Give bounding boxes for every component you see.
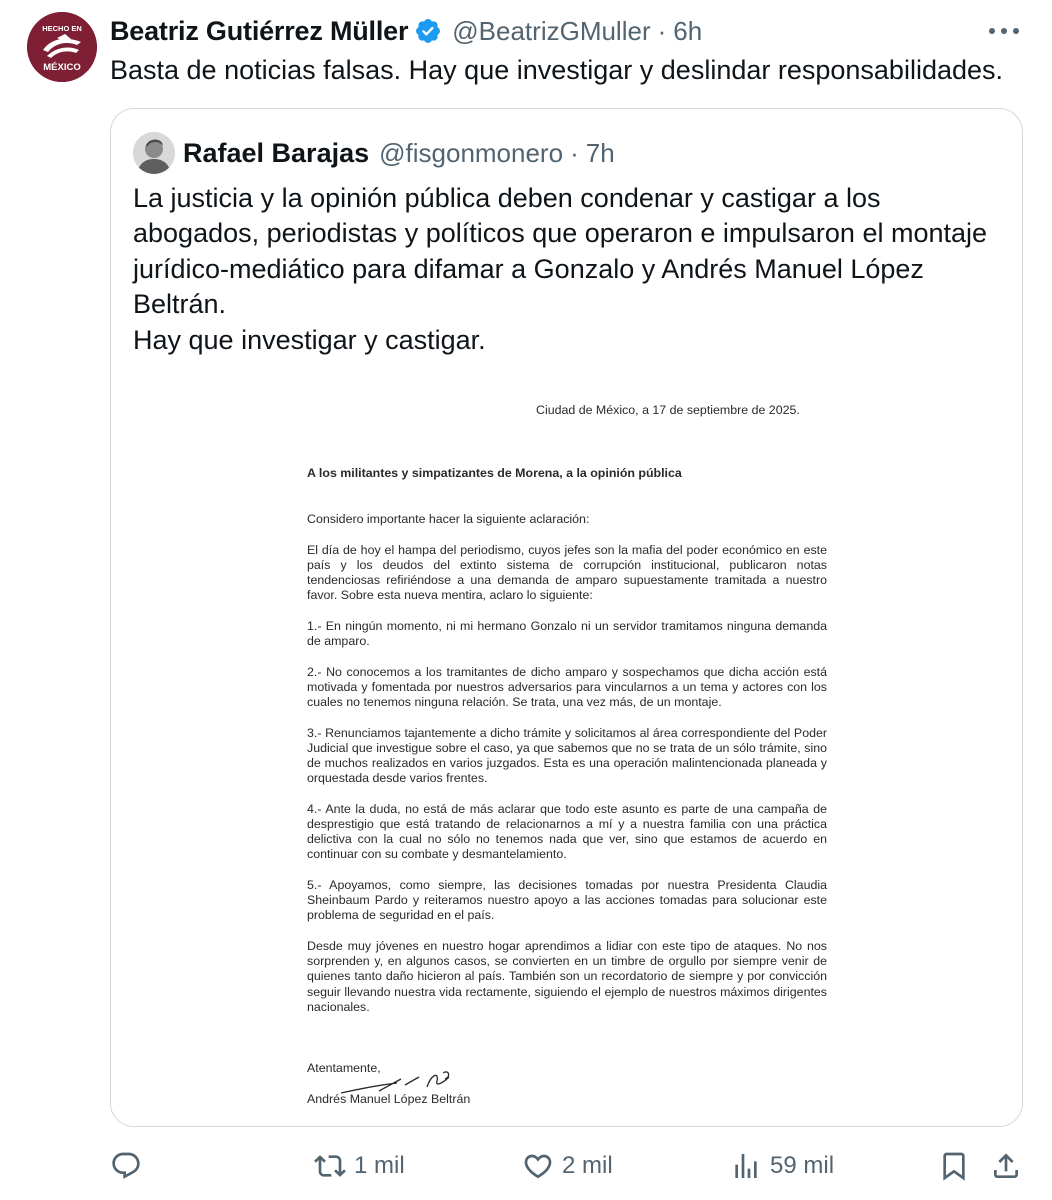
- retweet-button[interactable]: [314, 1140, 405, 1192]
- retweet-icon: [314, 1150, 346, 1182]
- letter-closing: Atentamente,: [307, 1061, 381, 1075]
- reply-button[interactable]: [110, 1140, 142, 1192]
- tweet-header: [110, 14, 702, 48]
- quoted-author-handle[interactable]: @fisgonmonero: [379, 137, 564, 168]
- letter-image[interactable]: [111, 371, 1023, 1127]
- letter-date: Ciudad de México, a 17 de septiembre de 2025.: [536, 403, 800, 417]
- letter-paragraph: Considero importante hacer la siguiente aclaración:: [307, 512, 590, 526]
- bookmark-button[interactable]: [938, 1140, 970, 1192]
- more-options-button[interactable]: [986, 14, 1022, 48]
- tweet-time[interactable]: 6h: [673, 15, 703, 46]
- quoted-text-line: jurídico-mediático para difamar a Gonzalo y Andrés Manuel López: [133, 253, 924, 284]
- letter-signature-name: Andrés Manuel López Beltrán: [307, 1092, 471, 1106]
- separator-dot: ·: [570, 137, 579, 168]
- author-avatar[interactable]: [27, 12, 97, 82]
- verified-badge-icon: [414, 17, 442, 45]
- letter-paragraph: 2.- No conocemos a los tramitantes de dicho amparo y sospechamos que dicha acción está motivada y fomentada por nuestros adversarios para vincularnos a un tema y actores con los cuales no tenemos ninguna relación. Se trata, una vez más, de un montaje.: [307, 664, 827, 709]
- svg-text:MÉXICO: MÉXICO: [43, 62, 81, 73]
- letter-heading: A los militantes y simpatizantes de Morena, a la opinión pública: [307, 466, 682, 480]
- author-handle[interactable]: @BeatrizGMuller: [452, 15, 651, 46]
- like-button[interactable]: [522, 1140, 613, 1192]
- author-name[interactable]: Beatriz Gutiérrez Müller: [110, 15, 409, 46]
- letter-paragraph: 3.- Renunciamos tajantemente a dicho trámite y solicitamos al área correspondiente del Poder Judicial que investigue sobre el caso, ya que sabemos que no se trata de un sólo trámite, sino de muchos realizados en varios juzgados. Esta es una operación malintencionada planeada y orquestada desde varios frentes.: [307, 725, 827, 786]
- action-bar: [0, 1140, 1052, 1192]
- quoted-avatar[interactable]: [133, 132, 175, 174]
- separator-dot: ·: [657, 15, 667, 46]
- bookmark-icon: [938, 1150, 970, 1182]
- quoted-tweet[interactable]: [110, 108, 1023, 1127]
- svg-text:HECHO EN: HECHO EN: [42, 24, 82, 33]
- heart-icon: [522, 1150, 554, 1182]
- quoted-text: [133, 181, 1013, 358]
- letter-paragraph: El día de hoy el hampa del periodismo, cuyos jefes son la mafia del poder económico en este país y los deudos del extinto sistema de corrupción institucional, publicaron notas tendenciosas refiriéndose a una demanda de amparo supuestamente tramitada a nuestro favor. Sobre esta nueva mentira, aclaro lo siguiente:: [307, 542, 827, 603]
- letter-paragraph: 1.- En ningún momento, ni mi hermano Gonzalo ni un servidor tramitamos ninguna demanda de amparo.: [307, 618, 827, 648]
- quoted-header: [133, 133, 615, 173]
- letter-paragraph: Desde muy jóvenes en nuestro hogar aprendimos a lidiar con este tipo de ataques. No nos sorprenden y, en algunos casos, se convierten en un timbre de orgullo por siempre venir de quienes tanto daño hicieron al país. También son un recordatorio de siempre y por convicción seguir llevando nuestra vida rectamente, siguiendo el ejemplo de nuestros máximos dirigentes nacionales.: [307, 939, 827, 1014]
- views-button[interactable]: [730, 1140, 834, 1192]
- letter-body: [307, 512, 827, 1030]
- reply-icon: [110, 1150, 142, 1182]
- tweet-text: Basta de noticias falsas. Hay que investigar y deslindar responsabilidades.: [110, 55, 1004, 85]
- share-button[interactable]: [990, 1140, 1022, 1192]
- retweet-count: 1 mil: [354, 1152, 405, 1179]
- letter-paragraph: 5.- Apoyamos, como siempre, las decisiones tomadas por nuestra Presidenta Claudia Sheinbaum Pardo y reiteramos nuestro apoyo a las acciones tomadas para solucionar este problema de seguridad en el país.: [307, 878, 827, 923]
- views-count: 59 mil: [770, 1152, 835, 1179]
- hecho-en-mexico-logo: [27, 12, 97, 82]
- views-chart-icon: [730, 1150, 762, 1182]
- portrait-avatar-image: [133, 132, 175, 174]
- quoted-text-line: La justicia y la opinión pública deben condenar y castigar a los: [133, 183, 881, 213]
- quoted-text-line: Hay que investigar y castigar.: [133, 324, 486, 355]
- like-count: 2 mil: [562, 1152, 613, 1179]
- share-icon: [990, 1150, 1022, 1182]
- letter-paragraph: 4.- Ante la duda, no está de más aclarar que todo este asunto es parte de una campaña de desprestigio que está tratando de relacionarnos a mí y a nuestra familia con una práctica delictiva con la cual no sólo no tenemos nada que ver, sino que estamos de acuerdo en continuar con su combate y desmantelamiento.: [307, 801, 827, 862]
- quoted-time[interactable]: 7h: [585, 137, 615, 168]
- quoted-text-line: Beltrán.: [133, 289, 227, 320]
- quoted-author-name[interactable]: Rafael Barajas: [183, 137, 370, 168]
- more-icon: [986, 25, 1022, 37]
- quoted-text-line: abogados, periodistas y políticos que operaron e impulsaron el montaje: [133, 218, 988, 249]
